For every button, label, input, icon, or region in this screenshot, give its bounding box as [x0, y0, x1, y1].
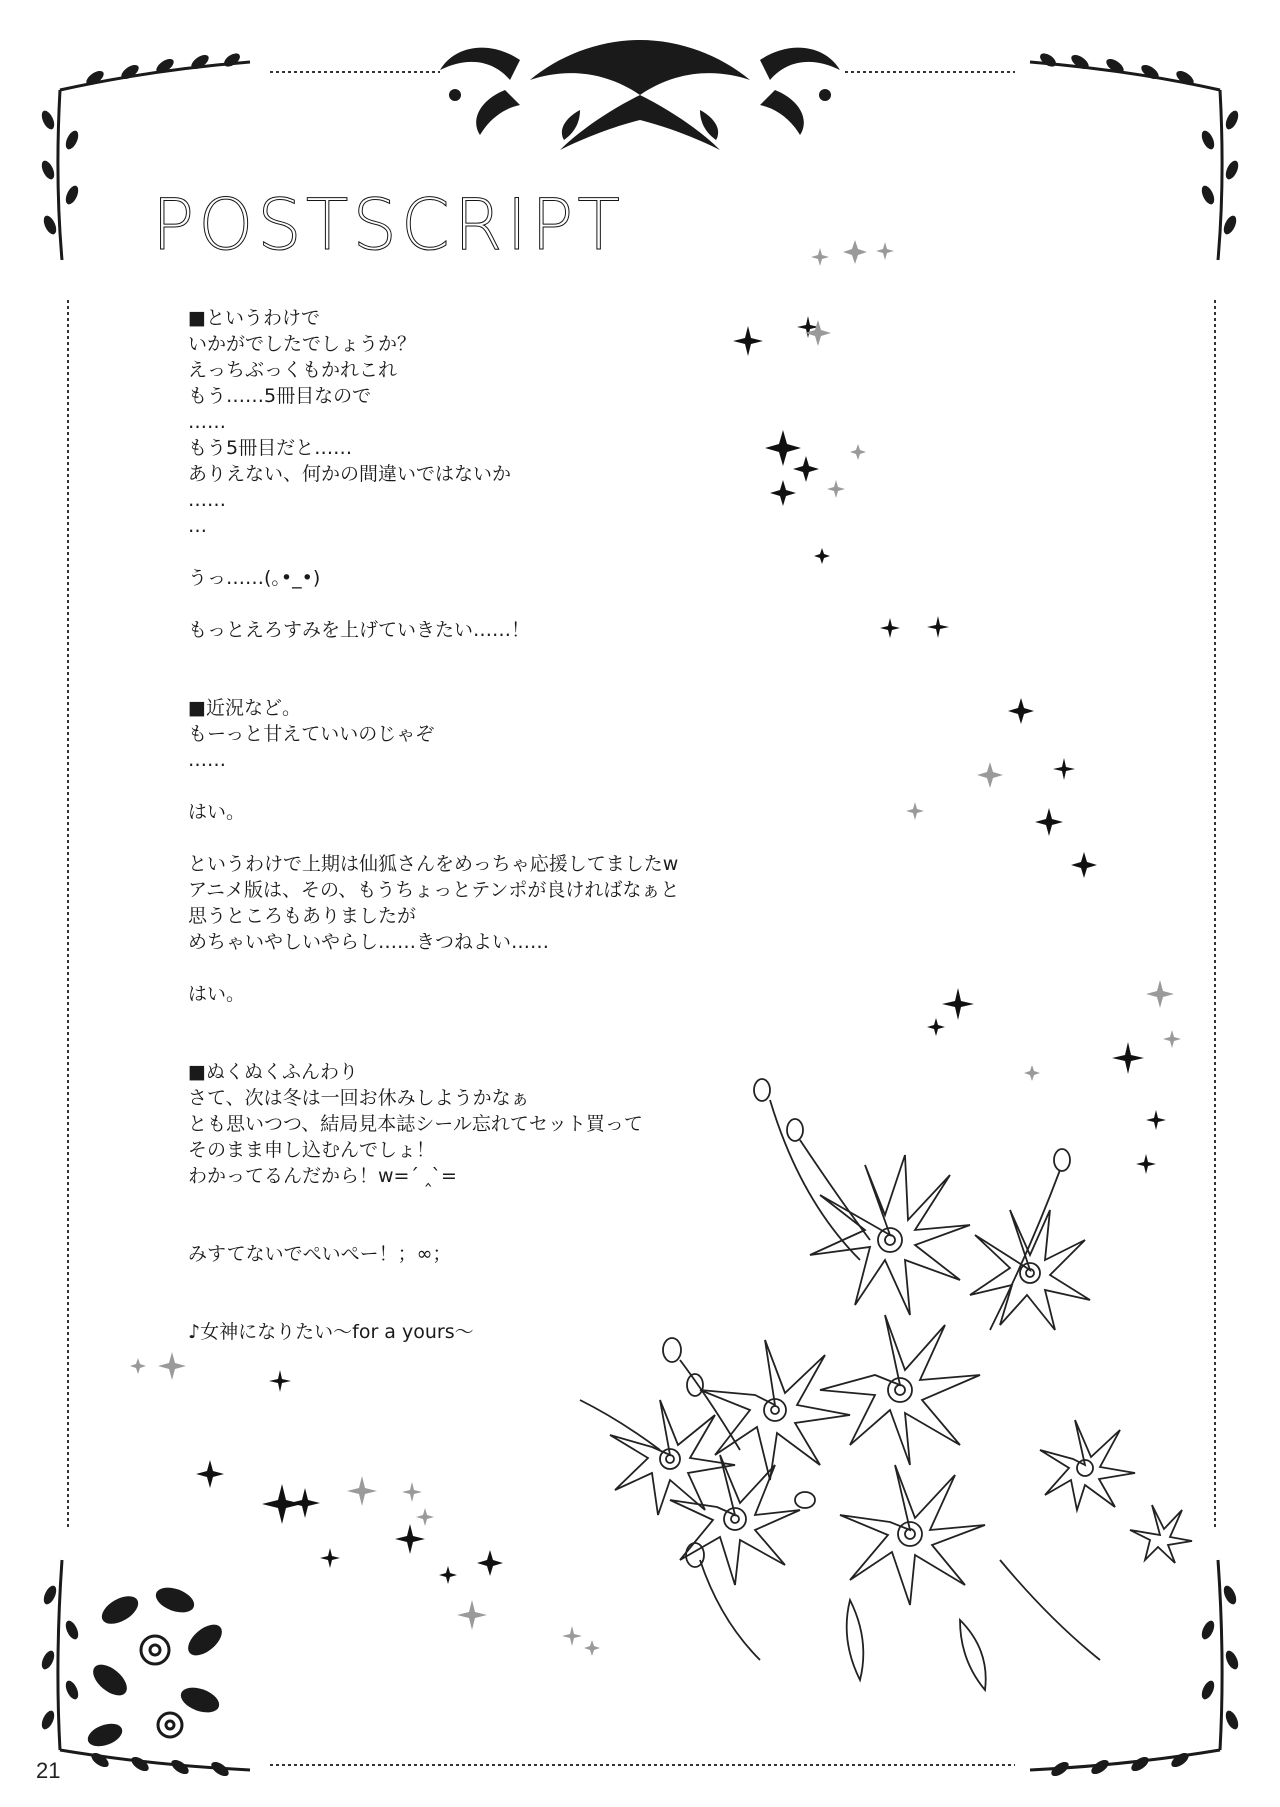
postscript-body	[188, 305, 788, 1345]
text-line: もーっと甘えていいのじゃぞ	[188, 723, 435, 745]
text-line	[188, 669, 788, 695]
text-line: はい。	[188, 801, 246, 823]
text-line: もう……5冊目なので	[188, 385, 372, 407]
text-line: 思うところもありましたが	[188, 905, 417, 927]
text-line: ……	[188, 749, 226, 771]
text-line	[188, 1267, 788, 1293]
text-line	[188, 955, 788, 981]
text-line: アニメ版は、その、もうちょっとテンポが良ければなぁと	[188, 879, 680, 901]
text-line	[188, 1007, 788, 1033]
text-line	[188, 825, 788, 851]
text-line	[188, 773, 788, 799]
text-line: ■近況など。	[188, 697, 301, 719]
text-line: めちゃいやしいやらし……きつねよい……	[188, 931, 550, 953]
text-line	[188, 591, 788, 617]
text-line: ……	[188, 411, 226, 433]
text-line: さて、次は冬は一回お休みしようかなぁ	[188, 1087, 530, 1109]
text-line: ■というわけで	[188, 307, 320, 329]
leaf-flower-corner-icon	[85, 1583, 228, 1751]
text-line: ……	[188, 489, 226, 511]
text-line	[188, 643, 788, 669]
text-line: とも思いつつ、結局見本誌シール忘れてセット買って	[188, 1113, 643, 1135]
text-line: ありえない、何かの間違いではないか	[188, 463, 512, 485]
text-line	[188, 1033, 788, 1059]
flourish-ornament-icon	[440, 40, 840, 150]
text-line: はい。	[188, 983, 246, 1005]
text-line: もう5冊目だと……	[188, 437, 353, 459]
text-line	[188, 1293, 788, 1319]
text-line: そのまま申し込むんでしょ！	[188, 1139, 436, 1161]
text-line: えっちぶっくもかれこれ	[188, 359, 398, 381]
text-line: というわけで上期は仙狐さんをめっちゃ応援してましたw	[188, 853, 679, 875]
text-line: わかってるんだから！w=´ ‸`=	[188, 1165, 457, 1187]
text-line	[188, 539, 788, 565]
text-line: ♪女神になりたい～for a yours～	[188, 1321, 474, 1343]
text-line: うっ……(｡•_•)	[188, 567, 321, 589]
text-line	[188, 1189, 788, 1215]
text-line: もっとえろすみを上げていきたい……！	[188, 619, 531, 641]
text-line: いかがでしたでしょうか？	[188, 333, 417, 355]
text-line	[188, 1215, 788, 1241]
text-line: みすてないでぺいぺー！；∞；	[188, 1243, 452, 1265]
text-line: ■ぬくぬくふんわり	[188, 1061, 358, 1083]
page-title: POSTSCRIPT	[152, 184, 625, 266]
page-number: 21	[36, 1758, 61, 1783]
text-line: …	[188, 515, 207, 537]
